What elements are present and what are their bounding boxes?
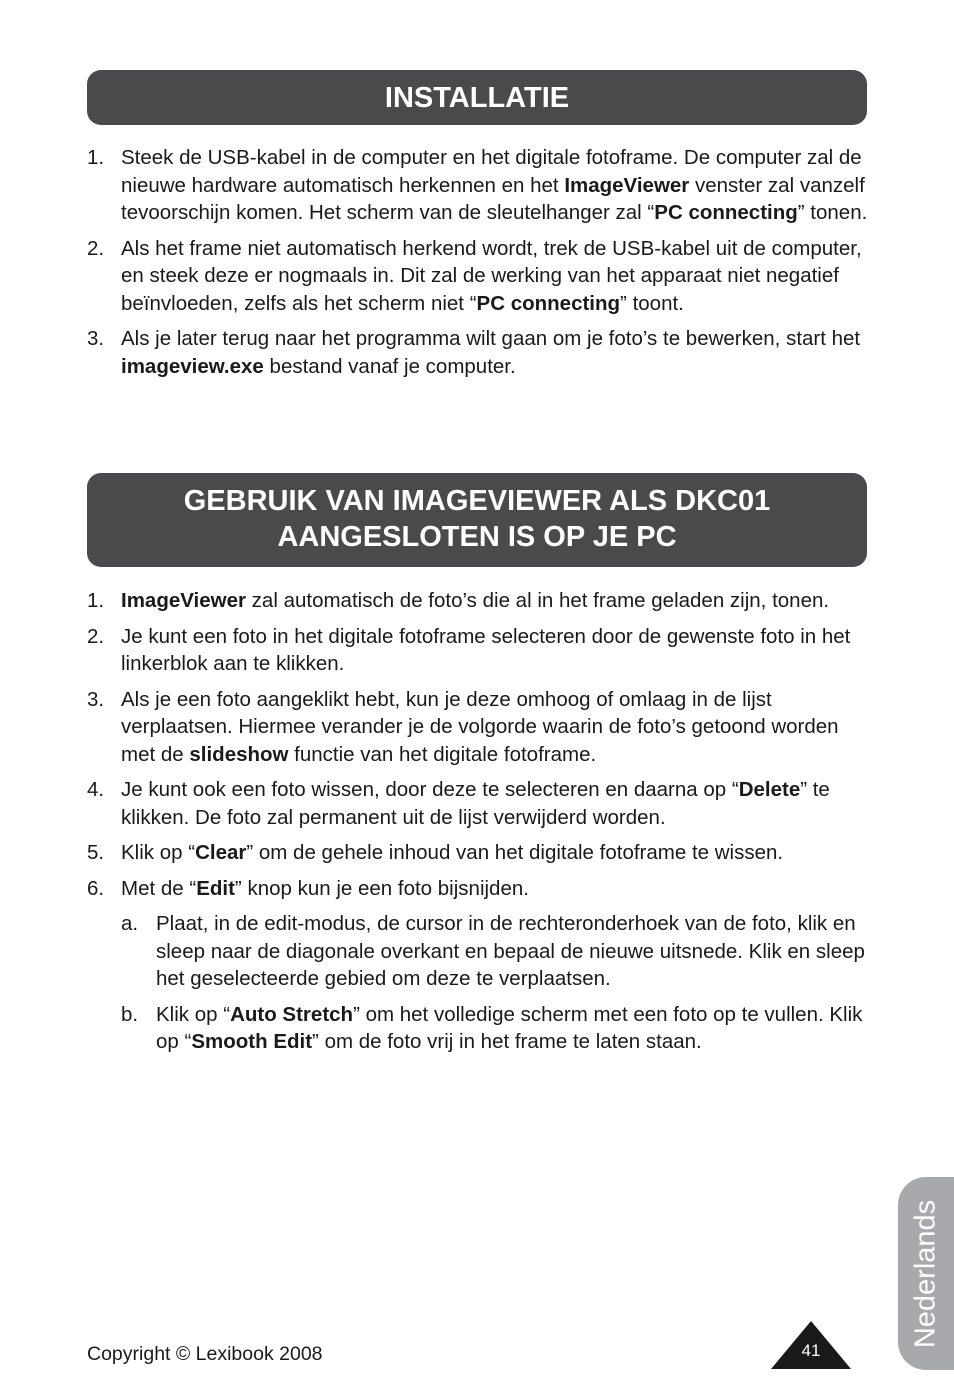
text-run: ” om het volledige scherm met een foto op te vullen. Klik op “: [156, 1002, 863, 1053]
text-run: ” om de foto vrij in het frame te laten staan.: [312, 1030, 702, 1053]
list-item-text: [156, 912, 865, 990]
page-number: 41: [801, 1341, 821, 1360]
text-run: ” toont.: [620, 291, 684, 315]
text-run: Als je later terug naar het programma wilt gaan om je foto’s te bewerken, start het: [121, 327, 861, 350]
list-item: [87, 686, 877, 769]
list-subitem: [121, 1001, 877, 1056]
text-run: ” knop kun je een foto bijsnijden.: [234, 876, 529, 900]
section-title-line1: GEBRUIK VAN IMAGEVIEWER ALS DKC01: [183, 485, 771, 517]
list-item-text: [121, 841, 783, 864]
text-run: ” om de gehele inhoud van het digitale fotoframe te wissen.: [246, 841, 784, 864]
list-item: [87, 144, 877, 227]
list-item-number: b.: [121, 1002, 139, 1026]
emphasized-term: PC connecting: [476, 291, 621, 315]
imageviewer-steps-list: [87, 587, 877, 1064]
text-run: Als je een foto aangeklikt hebt, kun je deze omhoog of omlaag in de lijst verplaatsen. Hiermee verander je de volgorde waarin de foto’s getoond worden met de: [121, 687, 839, 766]
text-run: Je kunt een foto in het digitale fotoframe selecteren door de gewenste foto in het linkerblok aan te klikken.: [121, 624, 851, 675]
section-title-imageviewer: [87, 473, 867, 567]
list-item-number: 1.: [87, 589, 105, 612]
emphasized-term: Clear: [195, 841, 247, 864]
language-tab-label: Nederlands: [909, 1199, 942, 1348]
list-item-text: [156, 1003, 862, 1054]
list-item-number: 4.: [87, 778, 105, 801]
list-item-number: 1.: [87, 146, 105, 169]
emphasized-term: Auto Stretch: [230, 1002, 354, 1026]
list-item-text: [121, 589, 829, 612]
list-item-number: 6.: [87, 876, 105, 900]
emphasized-term: Edit: [196, 876, 235, 900]
list-item-text: [121, 146, 867, 224]
list-item: [87, 776, 877, 831]
text-run: Plaat, in de edit-modus, de cursor in de rechteronderhoek van de foto, klik en sleep naar de diagonale overkant en bepaal de nieuwe uitsnede. Klik en sleep het geselecteerde gebied om deze te verplaatsen.: [156, 912, 865, 990]
list-item-text: [121, 688, 839, 766]
list-item-number: 2.: [87, 624, 105, 648]
text-run: Klik op “: [121, 841, 196, 864]
language-tab: [898, 1177, 954, 1370]
text-run: zal automatisch de foto’s die al in het frame geladen zijn, tonen.: [245, 589, 830, 612]
list-item: [87, 839, 877, 867]
list-item-text: [121, 778, 830, 829]
list-item-text: [121, 625, 850, 676]
section-title-line2: AANGESLOTEN IS OP JE PC: [277, 521, 677, 553]
list-subitem: [121, 910, 877, 993]
emphasized-term: ImageViewer: [121, 589, 246, 612]
emphasized-term: slideshow: [189, 742, 289, 766]
text-run: bestand vanaf je computer.: [263, 354, 516, 378]
list-item-number: 3.: [87, 687, 105, 711]
list-item-number: 3.: [87, 327, 105, 350]
emphasized-term: imageview.exe: [121, 354, 264, 378]
list-item: [87, 235, 877, 318]
list-item: [87, 875, 877, 903]
text-run: Met de “: [121, 876, 197, 900]
list-item: [87, 623, 877, 678]
emphasized-term: Smooth Edit: [191, 1030, 313, 1053]
text-run: functie van het digitale fotoframe.: [288, 742, 597, 766]
text-run: ” tonen.: [797, 201, 868, 224]
list-item-text: [121, 327, 860, 378]
list-item-number: 2.: [87, 236, 105, 260]
text-run: Klik op “: [156, 1002, 231, 1026]
copyright-text: Copyright © Lexibook 2008: [87, 1343, 323, 1365]
emphasized-term: Delete: [738, 778, 801, 801]
list-item-number: a.: [121, 912, 139, 935]
list-item-text: [121, 877, 529, 900]
list-item: [87, 587, 877, 615]
section-title-installatie: [87, 70, 867, 125]
list-item: [87, 325, 877, 380]
edit-substeps-list: [87, 910, 877, 1056]
list-item-text: [121, 237, 862, 315]
list-item-number: 5.: [87, 841, 105, 864]
text-run: Als het frame niet automatisch herkend wordt, trek de USB-kabel uit de computer, en steek deze er nogmaals in. Dit zal de werking van het apparaat niet negatief beïnvloeden, zelfs als het scherm niet “: [121, 236, 862, 315]
emphasized-term: PC connecting: [654, 201, 798, 224]
text-run: Je kunt ook een foto wissen, door deze te selecteren en daarna op “: [121, 778, 739, 801]
section-title-text: INSTALLATIE: [384, 82, 570, 114]
text-run: Steek de USB-kabel in de computer en het digitale fotoframe. De computer zal de nieuwe hardware automatisch herkennen en het: [121, 146, 862, 197]
installation-steps-list: [87, 144, 877, 388]
emphasized-term: ImageViewer: [564, 173, 690, 197]
text-run: ” te klikken. De foto zal permanent uit de lijst verwijderd worden.: [121, 778, 830, 829]
text-run: venster zal vanzelf tevoorschijn komen. Het scherm van de sleutelhanger zal “: [121, 173, 865, 224]
